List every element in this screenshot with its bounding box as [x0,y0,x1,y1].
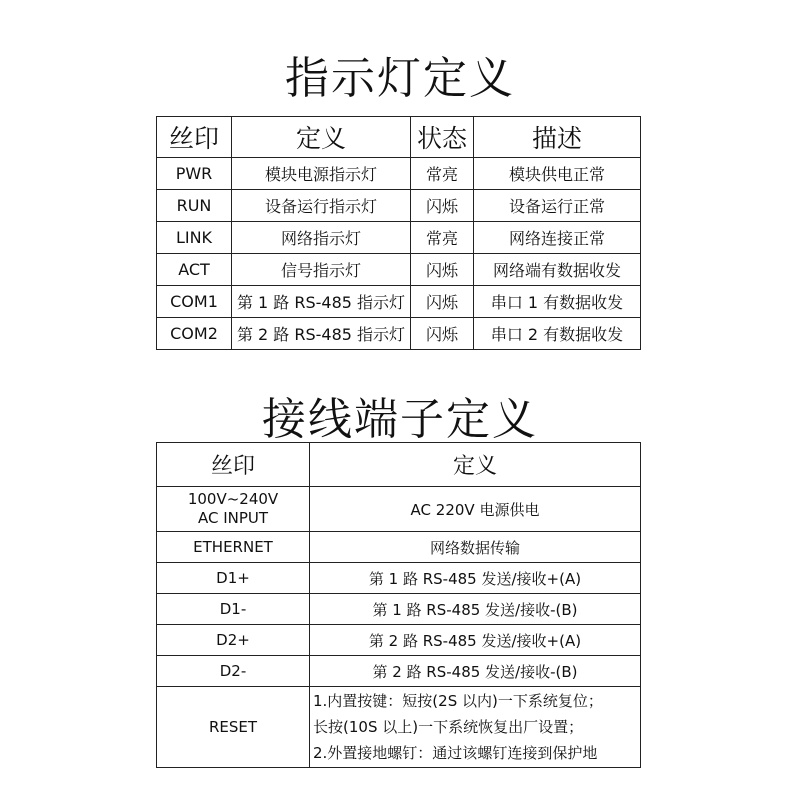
table-header-row [157,117,641,158]
cell-silkscreen: RESET [157,687,310,768]
table-row [157,625,641,656]
led-section-title: 指示灯定义 [285,53,515,104]
cell-definition: 信号指示灯 [232,254,411,286]
cell-silkscreen: RUN [157,190,232,222]
cell-silkscreen: D1+ [157,563,310,594]
cell-silkscreen: ETHERNET [157,532,310,563]
cell-status: 闪烁 [411,286,474,318]
cell-definition: 模块电源指示灯 [232,158,411,190]
reset-line: 长按(10S 以上)一下系统恢复出厂设置； [313,718,584,736]
table-row [157,222,641,254]
table-row [157,594,641,625]
cell-status: 常亮 [411,222,474,254]
header-definition: 定义 [232,117,411,158]
table-row [157,532,641,563]
reset-line: 1.内置按键：短按(2S 以内)一下系统复位； [313,692,603,710]
cell-silkscreen: COM1 [157,286,232,318]
table-row-reset [157,687,641,768]
cell-definition: 第 2 路 RS-485 发送/接收+(A) [310,625,641,656]
cell-description: 串口 2 有数据收发 [474,318,641,350]
cell-silkscreen: D2+ [157,625,310,656]
cell-status: 闪烁 [411,254,474,286]
cell-definition: AC 220V 电源供电 [310,487,641,532]
header-silkscreen: 丝印 [157,443,310,487]
cell-silkscreen: ACT [157,254,232,286]
header-status: 状态 [411,117,474,158]
cell-silkscreen: COM2 [157,318,232,350]
table-row [157,158,641,190]
header-silkscreen: 丝印 [157,117,232,158]
table-row [157,318,641,350]
terminal-definition-table [156,442,641,768]
table-row [157,563,641,594]
table-row [157,254,641,286]
table-row [157,656,641,687]
reset-line: 2.外置接地螺钉：通过该螺钉连接到保护地 [313,744,598,762]
cell-definition: 第 1 路 RS-485 指示灯 [232,286,411,318]
cell-silkscreen: LINK [157,222,232,254]
cell-silkscreen: PWR [157,158,232,190]
cell-definition: 第 1 路 RS-485 发送/接收+(A) [310,563,641,594]
cell-definition: 第 2 路 RS-485 指示灯 [232,318,411,350]
cell-definition: 设备运行指示灯 [232,190,411,222]
cell-status: 常亮 [411,158,474,190]
cell-definition: 网络数据传输 [310,532,641,563]
led-definition-table [156,116,641,350]
cell-definition: 第 1 路 RS-485 发送/接收-(B) [310,594,641,625]
cell-description: 串口 1 有数据收发 [474,286,641,318]
terminal-section-title: 接线端子定义 [262,394,538,445]
cell-definition: 第 2 路 RS-485 发送/接收-(B) [310,656,641,687]
table-header-row [157,443,641,487]
cell-silkscreen: D1- [157,594,310,625]
cell-description: 网络连接正常 [474,222,641,254]
cell-reset-definition [310,687,641,768]
cell-definition: 网络指示灯 [232,222,411,254]
cell-silkscreen: 100V~240V AC INPUT [157,487,310,532]
cell-status: 闪烁 [411,190,474,222]
cell-description: 设备运行正常 [474,190,641,222]
cell-silkscreen: D2- [157,656,310,687]
cell-description: 模块供电正常 [474,158,641,190]
table-row [157,190,641,222]
table-row [157,487,641,532]
header-description: 描述 [474,117,641,158]
cell-description: 网络端有数据收发 [474,254,641,286]
header-definition: 定义 [310,443,641,487]
table-row [157,286,641,318]
cell-status: 闪烁 [411,318,474,350]
